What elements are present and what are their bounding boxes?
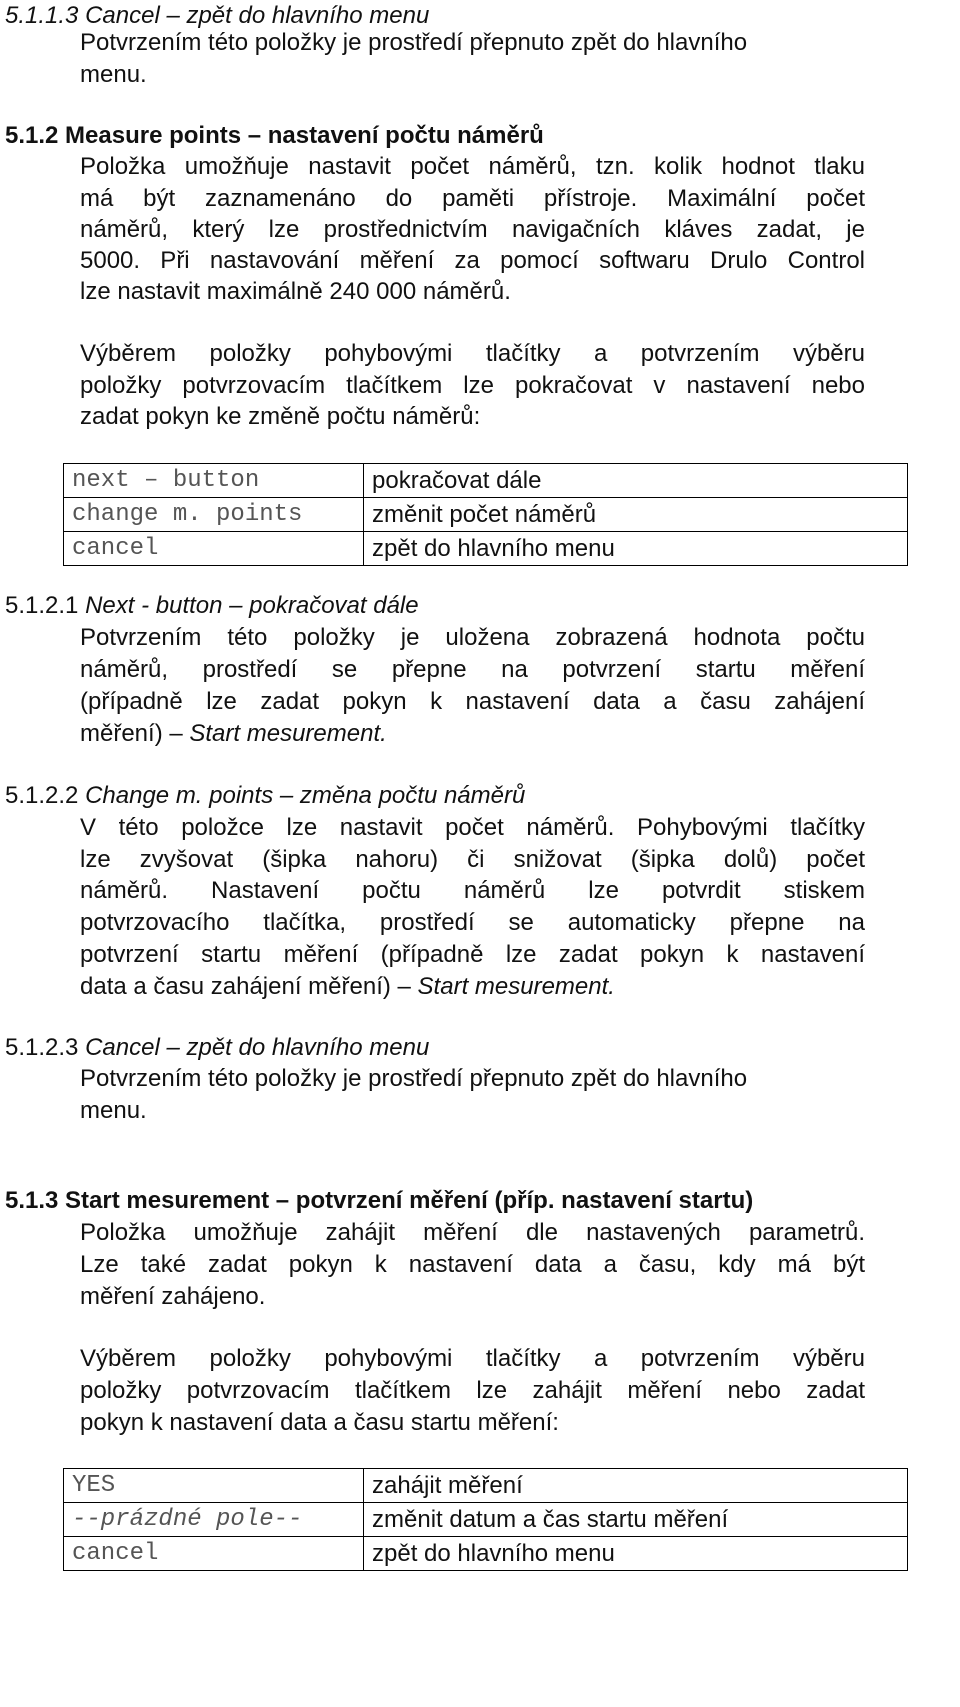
table-cell-key: cancel [64, 1537, 364, 1571]
table-cell-key: change m. points [64, 498, 364, 532]
para-line: měření zahájeno. [80, 1283, 266, 1310]
table-cell-desc: zpět do hlavního menu [364, 1537, 908, 1571]
para-line: Výběrem položky pohybovými tlačítky a potvrzením výběru [80, 340, 865, 367]
para-line: položky potvrzovacím tlačítkem lze pokračovat v nastavení nebo [80, 372, 865, 399]
table-row [64, 1469, 908, 1503]
para-line: menu. [80, 1097, 147, 1124]
para-line: potvrzovacího tlačítka, prostředí se automaticky přepne na [80, 909, 865, 936]
heading-text: Cancel – zpět do hlavního menu [85, 1034, 430, 1061]
para-line: (případně lze zadat pokyn k nastavení data a času zahájení [80, 688, 865, 715]
para-line: položky potvrzovacím tlačítkem lze zahájit měření nebo zadat [80, 1377, 865, 1404]
table-cell-key: YES [64, 1469, 364, 1503]
para-line: Výběrem položky pohybovými tlačítky a potvrzením výběru [80, 1345, 865, 1372]
para-line: náměrů, který lze prostřednictvím navigačních kláves zadat, je [80, 216, 865, 243]
heading-5-1-2-2 [5, 780, 525, 812]
text-run-italic: Start mesurement. [189, 720, 387, 747]
heading-number: 5.1.2.2 [5, 782, 79, 809]
para-line: Potvrzením této položky je prostředí přepnuto zpět do hlavního [80, 29, 748, 56]
para-line: lze zvyšovat (šipka nahoru) či snižovat (šipka dolů) počet [80, 846, 865, 873]
table-cell-desc: pokračovat dále [364, 464, 908, 498]
para-line: Potvrzením této položky je prostředí přepnuto zpět do hlavního [80, 1065, 748, 1092]
text-run: data a času zahájení měření) – [80, 973, 418, 1000]
para-line: náměrů, prostředí se přepne na potvrzení startu měření [80, 656, 865, 683]
table-cell-key: next – button [64, 464, 364, 498]
menu-table-start-mesurement [63, 1468, 908, 1571]
table-cell-desc: změnit počet náměrů [364, 498, 908, 532]
heading-number: 5.1.2.3 [5, 1034, 79, 1061]
para-line: menu. [80, 61, 147, 88]
para-line: zadat pokyn ke změně počtu náměrů: [80, 403, 481, 430]
para-line: Položka umožňuje nastavit počet náměrů, tzn. kolik hodnot tlaku [80, 153, 865, 180]
para-line: Položka umožňuje zahájit měření dle nastavených parametrů. [80, 1219, 865, 1246]
heading-text: Change m. points – změna počtu náměrů [85, 782, 526, 809]
para-line: lze nastavit maximálně 240 000 náměrů. [80, 278, 511, 305]
table-cell-desc: změnit datum a čas startu měření [364, 1503, 908, 1537]
table-row [64, 1503, 908, 1537]
table-cell-key: cancel [64, 532, 364, 566]
para-line: Potvrzením této položky je uložena zobrazená hodnota počtu [80, 624, 865, 651]
table-row [64, 1537, 908, 1571]
para-line: pokyn k nastavení data a času startu měření: [80, 1409, 559, 1436]
heading-5-1-2-3 [5, 1032, 429, 1064]
para-line: Lze také zadat pokyn k nastavení data a času, kdy má být [80, 1251, 865, 1278]
table-row [64, 498, 908, 532]
heading-5-1-3: 5.1.3 Start mesurement – potvrzení měření (příp. nastavení startu) [5, 1187, 754, 1214]
heading-number: 5.1.2.1 [5, 592, 79, 619]
heading-text: Next - button – pokračovat dále [85, 592, 419, 619]
menu-table-measure-points [63, 463, 908, 566]
heading-text: 5.1.1.3 Cancel – zpět do hlavního menu [5, 2, 430, 29]
table-cell-desc: zahájit měření [364, 1469, 908, 1503]
table-row [64, 532, 908, 566]
para-line: potvrzení startu měření (případně lze zadat pokyn k nastavení [80, 941, 865, 968]
para-line: V této položce lze nastavit počet náměrů. Pohybovými tlačítky [80, 814, 865, 841]
heading-5-1-2: 5.1.2 Measure points – nastavení počtu náměrů [5, 122, 544, 149]
para-line: náměrů. Nastavení počtu náměrů lze potvrdit stiskem [80, 877, 865, 904]
para-line [80, 971, 615, 1003]
text-run: měření) – [80, 720, 190, 747]
heading-5-1-2-1 [5, 590, 419, 622]
table-cell-desc: zpět do hlavního menu [364, 532, 908, 566]
table-row [64, 464, 908, 498]
table-cell-key: --prázdné pole-- [64, 1503, 364, 1537]
para-line [80, 718, 387, 750]
para-line: má být zaznamenáno do paměti přístroje. Maximální počet [80, 185, 865, 212]
text-run-italic: Start mesurement. [417, 973, 615, 1000]
para-line: 5000. Při nastavování měření za pomocí softwaru Drulo Control [80, 247, 865, 274]
